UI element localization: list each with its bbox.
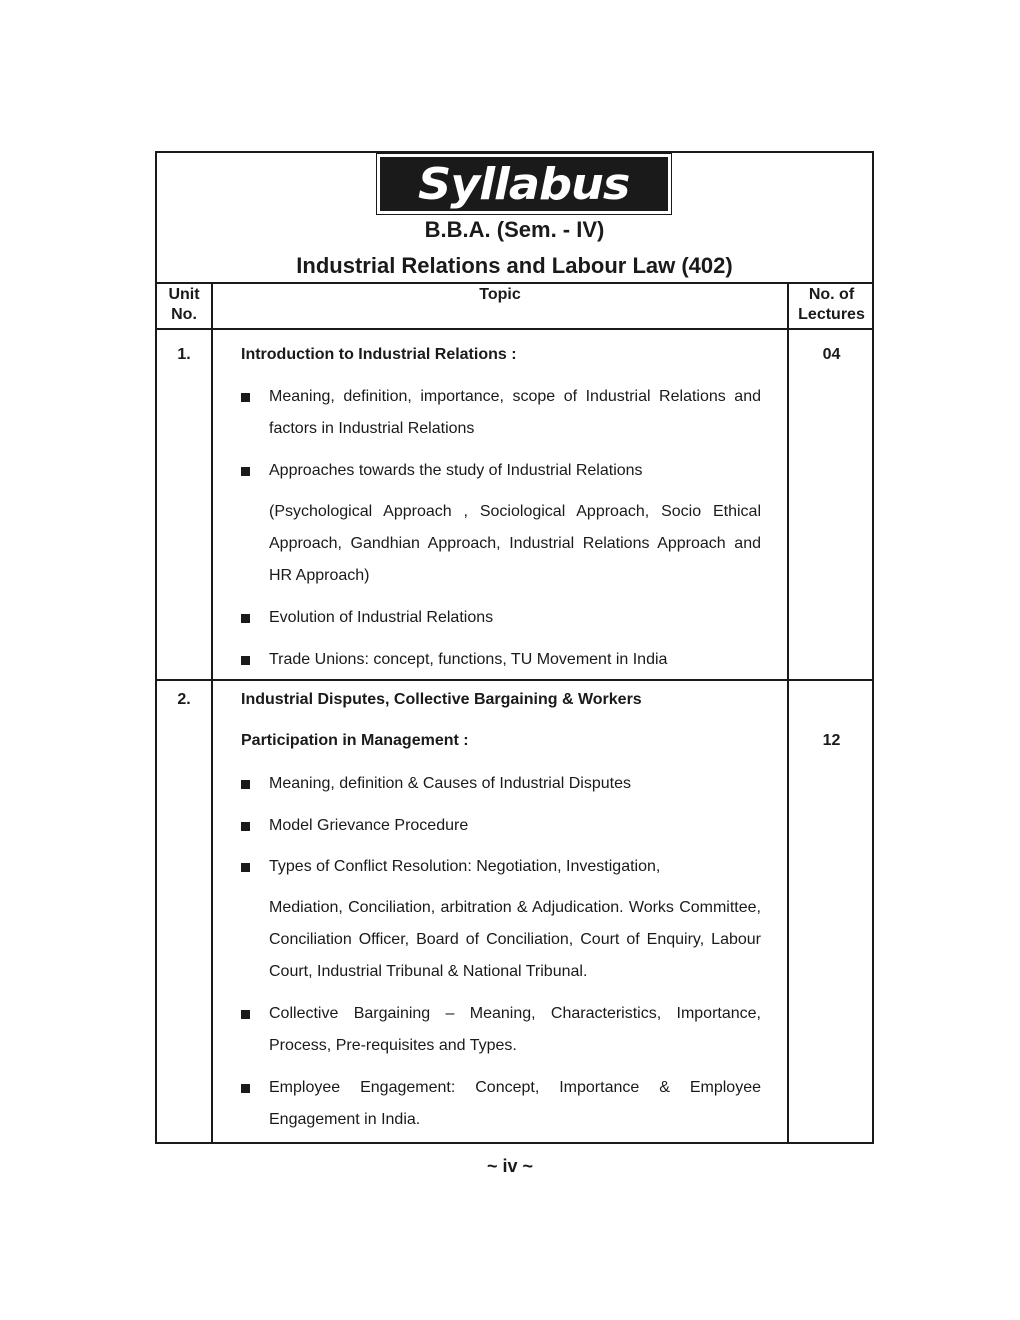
- square-bullet-icon: [241, 1010, 250, 1019]
- column-divider: [211, 282, 213, 1142]
- unit-number: 1.: [177, 346, 191, 363]
- unit-heading: Introduction to Industrial Relations :: [241, 346, 517, 363]
- column-divider: [787, 282, 789, 1142]
- list-item-continuation: Mediation, Conciliation, arbitration & Adjudication. Works Committee, Conciliation Officer, Board of Conciliation, Court of Enquiry, Labour Court, Industrial Tribunal & National Tribunal.: [269, 899, 761, 980]
- list-item-continuation: (Psychological Approach , Sociological Approach, Socio Ethical Approach, Gandhian Approach, Industrial Relations Approach and HR Approach): [269, 503, 761, 584]
- unit-heading: Participation in Management :: [241, 732, 469, 749]
- page-number: ~ iv ~: [486, 1156, 534, 1176]
- header-lectures: No. of Lectures: [798, 286, 865, 323]
- square-bullet-icon: [241, 656, 250, 665]
- square-bullet-icon: [241, 822, 250, 831]
- header-unit-no: Unit No.: [168, 286, 200, 323]
- divider: [157, 282, 872, 284]
- course-title: B.B.A. (Sem. - IV): [424, 217, 605, 242]
- unit-number: 2.: [177, 691, 191, 708]
- square-bullet-icon: [241, 393, 250, 402]
- divider: [157, 328, 872, 330]
- square-bullet-icon: [241, 467, 250, 476]
- header-topic: Topic: [479, 286, 521, 303]
- square-bullet-icon: [241, 1084, 250, 1093]
- syllabus-box: Syllabus B.B.A. (Sem. - IV) Industrial Relations and Labour Law (402) Unit No. Topic No. of Lectures 1. 04 Introduction to Industrial Relations : Meaning, definition, importance, scope of Industrial Relations and factors in Industrial Relations Approaches towards the study of Industrial Relations (Psychological Approach , Sociological Approach, Socio Ethical Approach, Gandhian Approach, Industrial Relations Approach and HR Approach) Evolution of Industrial Relations Trade Unions: concept, functions, TU Movement in India 2. Industrial Disputes, Collective Bargaining & Workers Participation in Management : 12 Meaning, definition & Causes of Industrial Disputes Model Grievance Procedure Types of Conflict Resolution: Negotiation, Investigation, Mediation, Conciliation, arbitration & Adjudication. Works Committee, Conciliation Officer, Board of Conciliation, Court of Enquiry, Labour Court, Industrial Tribunal & National Tribunal. Collective Bargaining – Meaning, Characteristics, Importance, Process, Pre-requisites and Types. Employee Engagement: Concept, Importance & Employee Engagement in India.: [155, 151, 874, 1144]
- square-bullet-icon: [241, 863, 250, 872]
- square-bullet-icon: [241, 780, 250, 789]
- lecture-count: 12: [822, 732, 841, 749]
- logo-text: Syllabus: [418, 158, 630, 210]
- unit-heading: Industrial Disputes, Collective Bargaining & Workers: [241, 691, 642, 708]
- lecture-count: 04: [822, 346, 841, 363]
- syllabus-logo: [376, 153, 672, 215]
- divider: [157, 679, 872, 681]
- square-bullet-icon: [241, 614, 250, 623]
- subject-title: Industrial Relations and Labour Law (402): [296, 253, 733, 278]
